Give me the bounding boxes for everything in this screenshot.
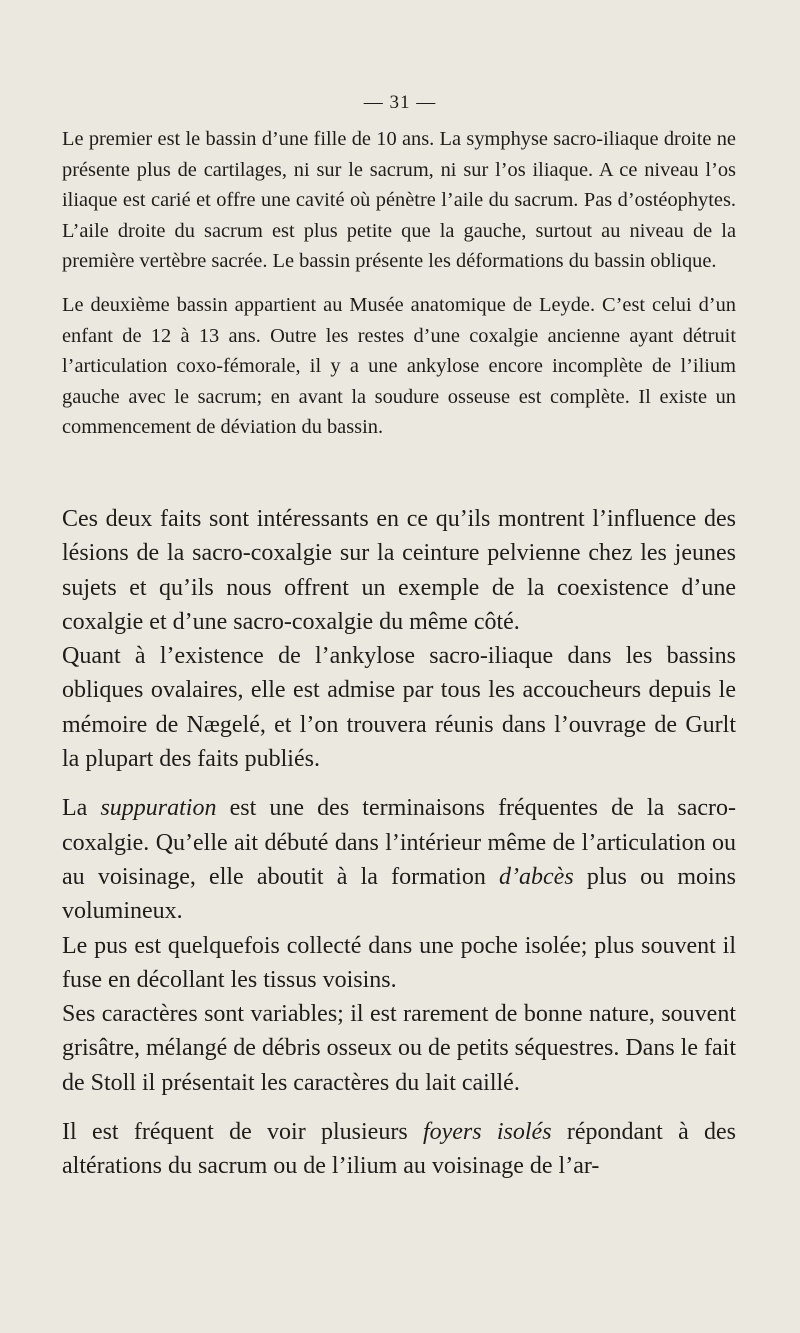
paragraph-interest: Ces deux faits sont intéressants en ce qu’ils montrent l’influence des lésions de la sacro-coxalgie sur la ceinture pelvienne chez les jeunes sujets et qu’ils nous offrent un exemple de la coexistence d’une coxalgie et d’une sacro-coxalgie du même côté. <box>62 506 736 635</box>
paragraph-first-pelvis: Le premier est le bassin d’une fille de 10 ans. La symphyse sacro-iliaque droite ne présente plus de cartilages, ni sur le sacrum, ni sur l’os iliaque. A ce niveau l’os iliaque est carié et offre une cavité où pénètre l’aile du sacrum. Pas d’ostéophytes. L’aile droite du sacrum est plus petite que la gauche, surtout au niveau de la première vertèbre sacrée. Le bassin présente les déformations du bassin oblique. <box>62 128 736 273</box>
paragraph-foyers <box>62 1115 736 1184</box>
page-number: — 31 — <box>363 92 437 113</box>
small-type-block <box>62 124 736 443</box>
text-run: répondant à des altérations du sacrum ou de l’ilium au voisinage de l’ar- <box>62 1119 736 1180</box>
main-text-block <box>62 502 736 1184</box>
italic-term: d’abcès <box>499 863 574 890</box>
text-run: est une des terminaisons fréquentes de la sacro-coxalgie. Qu’elle ait débuté dans l’intérieur même de l’articulation ou au voisinage, elle aboutit à la formation <box>62 795 737 890</box>
italic-term: foyers isolés <box>422 1119 552 1146</box>
text-run: Il est fréquent de voir plusieurs <box>62 1119 423 1146</box>
paragraph-characters: Ses caractères sont variables; il est rarement de bonne nature, souvent grisâtre, mélangé de débris osseux ou de petits séquestres. Dans le fait de Stoll il présentait les caractères du lait caillé. <box>62 1001 736 1096</box>
paragraph-second-pelvis: Le deuxième bassin appartient au Musée anatomique de Leyde. C’est celui d’un enfant de 12 à 13 ans. Outre les restes d’une coxalgie ancienne ayant détruit l’articulation coxo-fémorale, il y a une ankylose encore incomplète de l’ilium gauche avec le sacrum; en avant la soudure osseuse est complète. Il existe un commencement de déviation du bassin. <box>62 293 736 439</box>
paragraph-suppuration <box>62 791 736 928</box>
paragraph-ankylosis: Quant à l’existence de l’ankylose sacro-iliaque dans les bassins obliques ovalaires, elle est admise par tous les accoucheurs depuis le mémoire de Nægelé, et l’on trouvera réunis dans l’ouvrage de Gurlt la plupart des faits publiés. <box>62 643 736 773</box>
text-run: plus ou moins volumineux. <box>62 863 736 925</box>
paragraph-pus: Le pus est quelquefois collecté dans une poche isolée; plus souvent il fuse en décollant les tissus voisins. <box>62 932 736 993</box>
text-run: La <box>62 795 101 822</box>
italic-term: suppuration <box>100 795 217 822</box>
